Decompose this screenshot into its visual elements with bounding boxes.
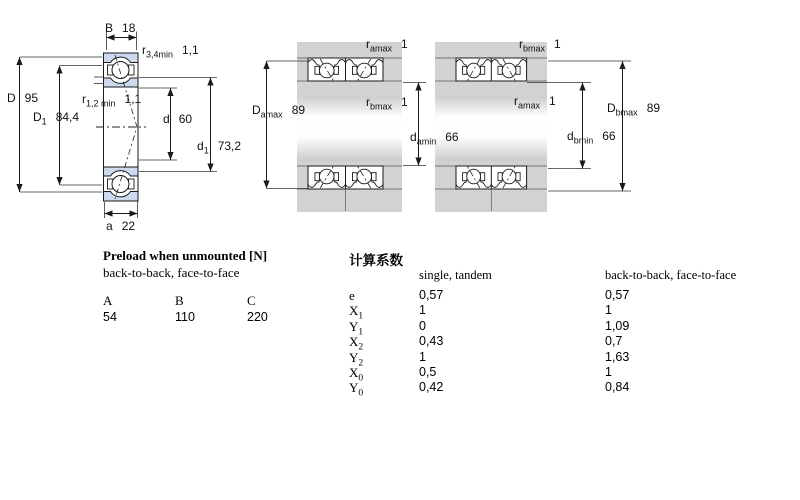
dim-symbol: d — [197, 139, 204, 153]
dim-value: 73,2 — [217, 139, 242, 153]
dim-label-D — [7, 91, 38, 105]
dim-symbol: D — [252, 103, 261, 117]
factor-value-single: 1 — [419, 303, 426, 318]
factor-label: $Y_1$ — [349, 318, 364, 338]
dim-symbol: d — [567, 129, 574, 143]
dim-label-Damax — [252, 103, 306, 120]
factor-value-paired: 0,7 — [605, 334, 623, 349]
dim-subscript: amax — [370, 43, 393, 54]
factors-col1-header: single, tandem — [419, 268, 492, 282]
dim-symbol: d — [410, 130, 417, 144]
dim-value: 89 — [646, 101, 661, 115]
dim-label-d — [163, 112, 192, 126]
dim-symbol: r — [366, 95, 370, 109]
preload-col-header: A — [103, 293, 113, 308]
dim-value: 89 — [291, 103, 306, 117]
dim-label-D1 — [33, 110, 80, 127]
factors-col2-header: back-to-back, face-to-face — [605, 268, 737, 282]
factor-value-single: 0 — [419, 318, 426, 333]
dim-symbol: a — [106, 219, 113, 233]
dim-symbol: r — [142, 43, 146, 57]
dim-label-Dbmax — [607, 101, 661, 118]
dim-value: 1,1 — [182, 43, 199, 57]
dim-subscript: amax — [518, 100, 541, 111]
factor-value-single: 1 — [419, 349, 426, 364]
dim-symbol: r — [366, 37, 370, 51]
dim-symbol: D — [607, 101, 616, 115]
factors-table — [349, 268, 795, 399]
dim-label-ramax-2 — [514, 94, 556, 111]
preload-col-header: B — [175, 293, 184, 308]
inner-ring-bottom — [104, 167, 139, 176]
dim-subscript: bmax — [370, 101, 393, 112]
factor-value-paired: 1,63 — [605, 349, 630, 364]
dim-value: 1 — [554, 37, 561, 51]
dim-symbol: D — [7, 91, 16, 105]
ball-top — [112, 62, 129, 79]
dim-value: 1 — [401, 95, 408, 109]
dim-value: 60 — [178, 112, 193, 126]
dim-subscript: 1 — [41, 116, 47, 127]
dim-value: 84,4 — [55, 110, 80, 124]
dim-subscript: 1 — [203, 145, 209, 156]
dim-value: 1 — [401, 37, 408, 51]
factor-value-paired: 0,57 — [605, 288, 630, 302]
factor-value-paired: 1 — [605, 364, 612, 379]
factor-value-single: 0,57 — [419, 288, 444, 302]
dim-label-rbmax-2 — [519, 37, 561, 54]
dim-symbol: d — [163, 112, 170, 126]
dim-label-a — [106, 219, 135, 233]
preload-col-header: C — [247, 293, 256, 308]
factors-table-title: 计算系数 — [349, 253, 403, 268]
dim-label-d1 — [197, 139, 242, 156]
dim-subscript: 1,2 min — [86, 98, 116, 109]
dim-value: 1 — [549, 94, 556, 108]
dim-value: 18 — [122, 21, 136, 35]
dim-subscript: 3,4min — [146, 49, 174, 60]
dim-label-ramax — [366, 37, 408, 54]
factor-value-single: 0,43 — [419, 334, 444, 349]
dim-symbol: r — [514, 94, 518, 108]
dim-value: 66 — [445, 130, 459, 144]
dim-subscript: amin — [416, 136, 437, 147]
dim-value: 1,1 — [124, 92, 142, 106]
preload-value: 54 — [103, 310, 117, 324]
dim-subscript: bmax — [615, 107, 638, 118]
dim-value: 95 — [24, 91, 39, 105]
factor-value-paired: 1 — [605, 303, 612, 318]
factor-value-single: 0,42 — [419, 380, 444, 395]
face-to-face-drawing — [435, 42, 631, 212]
dim-symbol: r — [82, 92, 86, 106]
dim-subscript: bmin — [573, 135, 594, 146]
dim-label-rbmax — [366, 95, 408, 112]
dim-value: 22 — [121, 219, 136, 233]
dim-label-B — [105, 21, 135, 35]
factor-value-paired: 1,09 — [605, 318, 630, 333]
factor-label: $X_2$ — [349, 334, 364, 353]
dim-subscript: bmax — [523, 43, 546, 54]
factor-label: $X_0$ — [349, 364, 364, 384]
factor-label: e — [349, 288, 355, 303]
dim-label-r34min — [142, 43, 199, 60]
dim-symbol: r — [519, 37, 523, 51]
dim-symbol: B — [105, 21, 114, 35]
factor-label: $Y_0$ — [349, 380, 364, 399]
ball-bottom — [112, 176, 129, 193]
preload-value: 220 — [247, 310, 268, 324]
factor-label: $X_1$ — [349, 303, 364, 322]
preload-value: 110 — [175, 310, 195, 324]
factor-label: $Y_2$ — [349, 349, 364, 369]
factor-value-single: 0,5 — [419, 364, 437, 379]
preload-table-subtitle: back-to-back, face-to-face — [103, 265, 240, 280]
preload-table-title: Preload when unmounted [N] — [103, 248, 268, 263]
dim-value: 66 — [602, 129, 616, 143]
dim-symbol: D — [33, 110, 42, 124]
factor-value-paired: 0,84 — [605, 380, 630, 395]
dim-label-r12min — [82, 92, 142, 109]
back-to-back-drawing — [267, 42, 427, 212]
inner-ring-top — [104, 78, 139, 87]
dim-subscript: amax — [260, 109, 283, 120]
dim-label-dbmin — [567, 129, 616, 146]
preload-table — [103, 293, 323, 327]
dim-label-damin — [410, 130, 459, 147]
